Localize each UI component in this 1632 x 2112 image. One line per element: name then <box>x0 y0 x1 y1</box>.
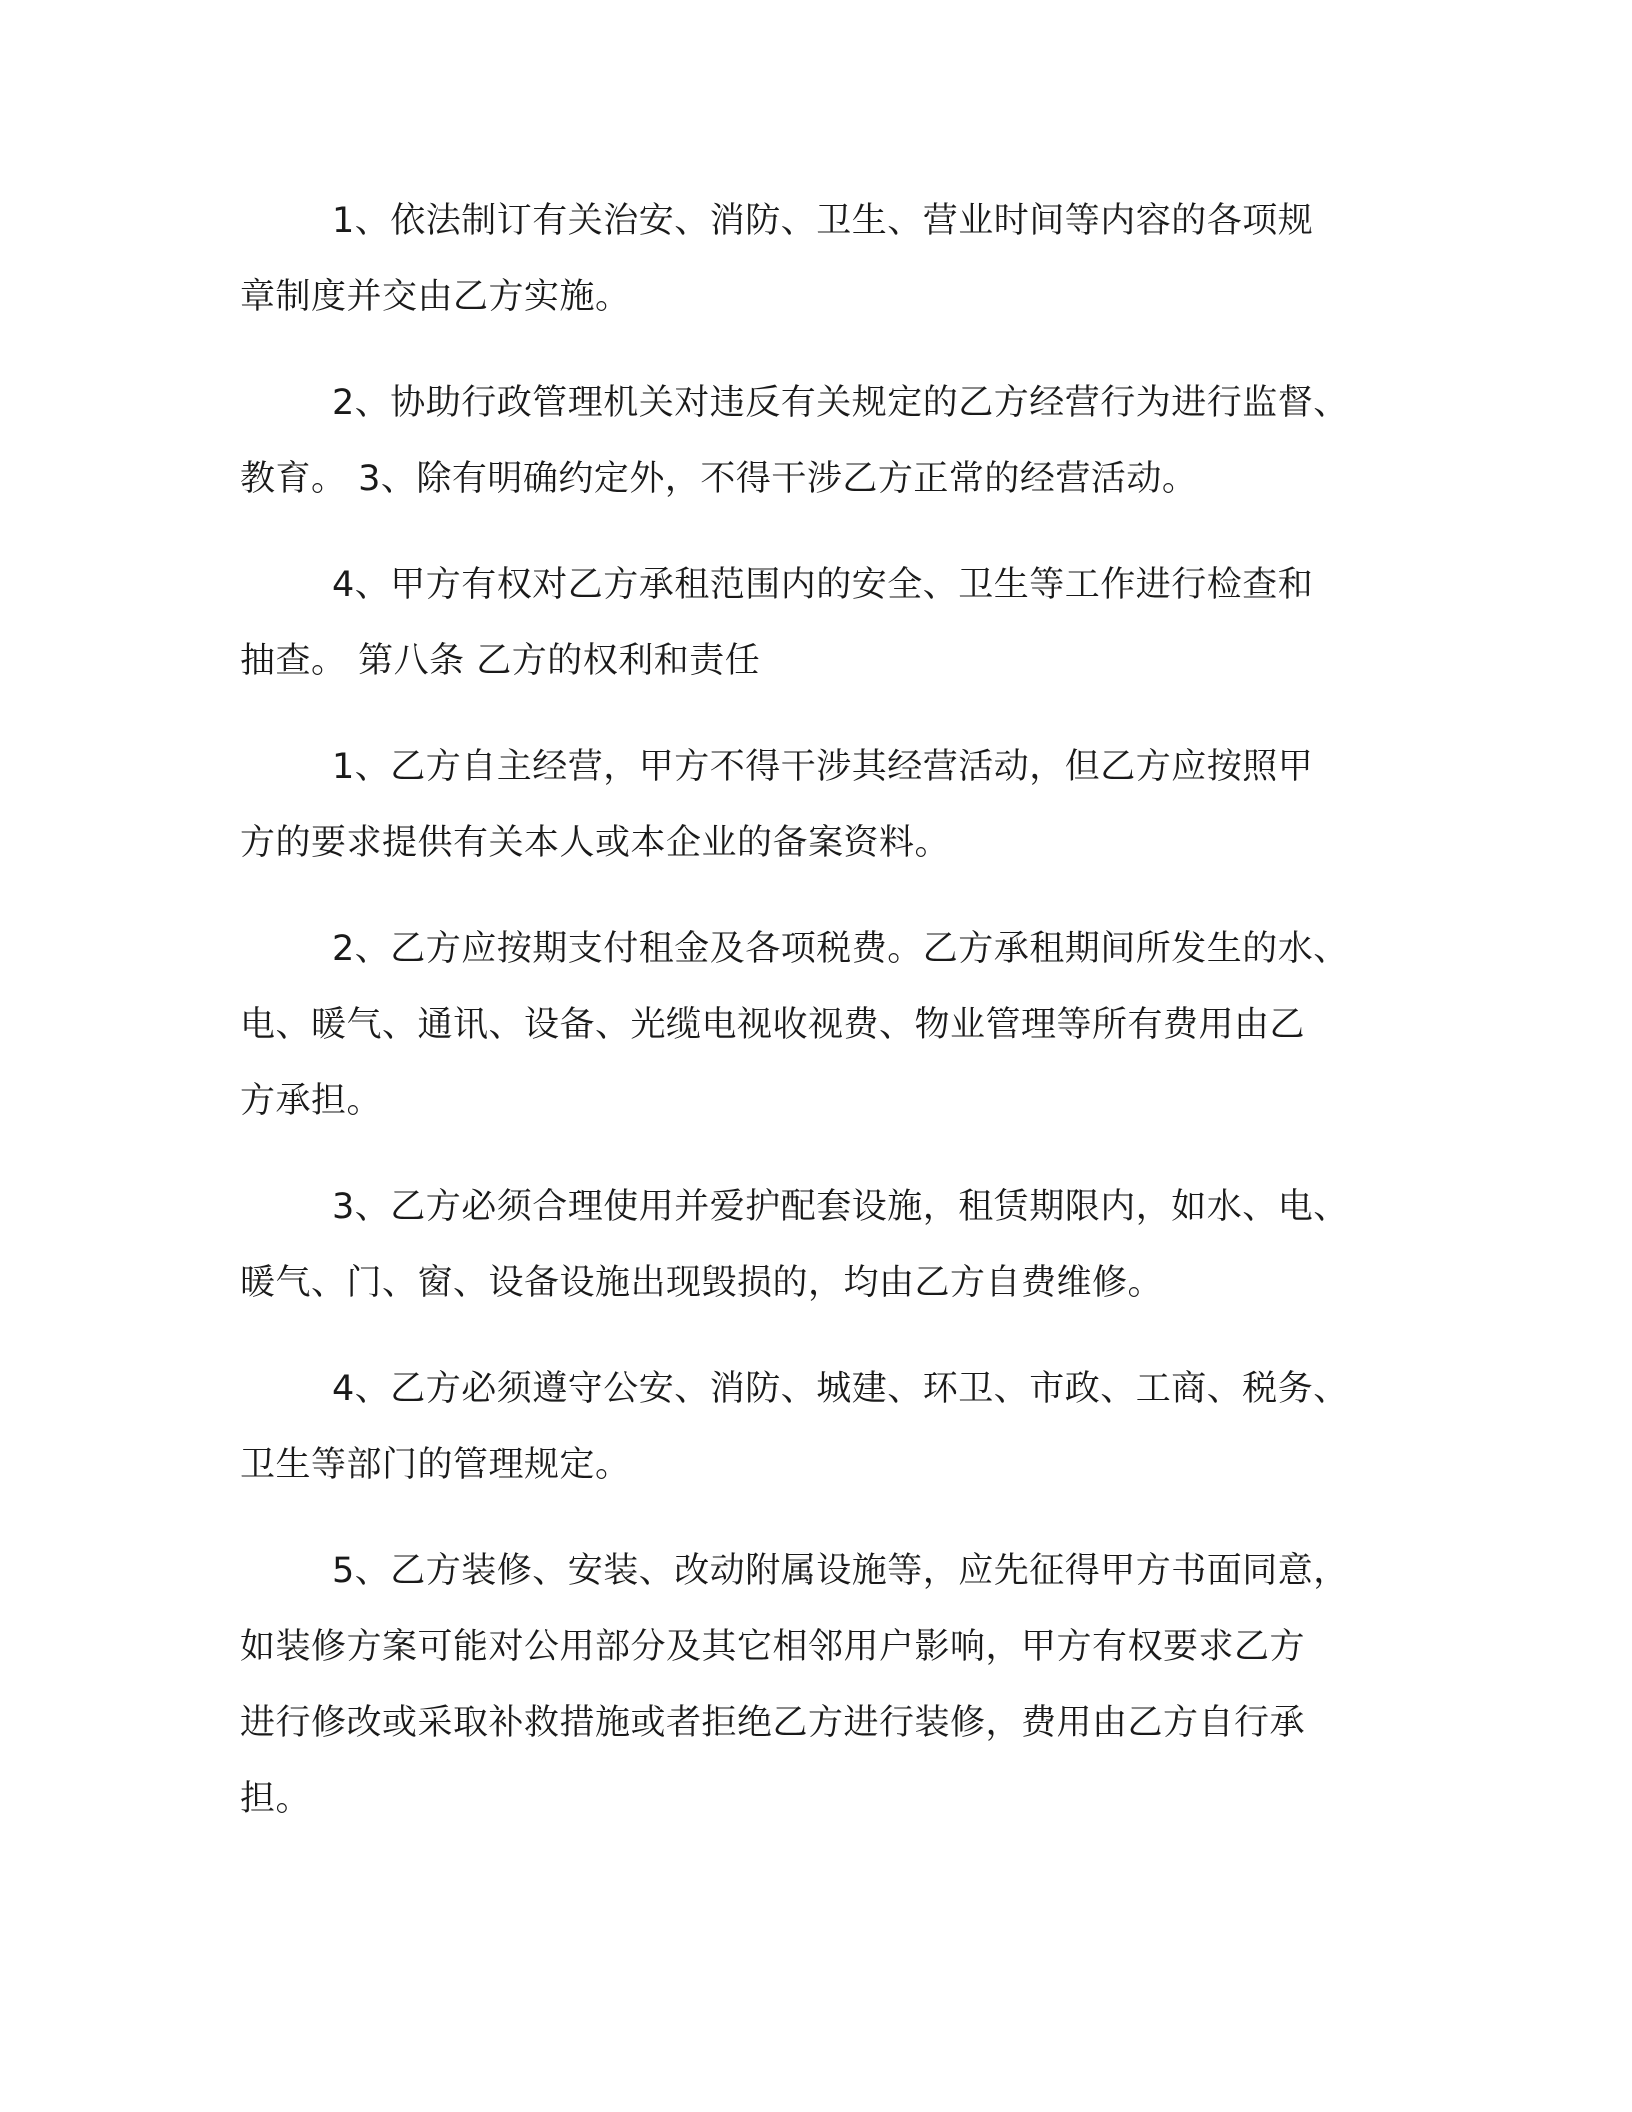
paragraph-line: 如装修方案可能对公用部分及其它相邻用户影响，甲方有权要求乙方 <box>240 1627 1306 1667</box>
paragraph-line: 4、乙方必须遵守公安、消防、城建、环卫、市政、工商、税务、 <box>332 1369 1349 1409</box>
paragraph-2 <box>240 365 1390 517</box>
paragraph-line: 2、协助行政管理机关对违反有关规定的乙方经营行为进行监督、 <box>332 383 1349 423</box>
paragraph-line: 3、乙方必须合理使用并爱护配套设施，租赁期限内，如水、电、 <box>332 1187 1349 1227</box>
paragraph-line: 方承担。 <box>240 1081 383 1121</box>
paragraph-3 <box>240 547 1390 699</box>
paragraph-line: 进行修改或采取补救措施或者拒绝乙方进行装修，费用由乙方自行承 <box>240 1703 1306 1743</box>
document-body <box>240 183 1390 1867</box>
paragraph-1 <box>240 183 1390 335</box>
paragraph-8 <box>240 1533 1390 1837</box>
paragraph-line: 担。 <box>240 1779 312 1819</box>
paragraph-line: 方的要求提供有关本人或本企业的备案资料。 <box>240 823 951 863</box>
paragraph-line: 章制度并交由乙方实施。 <box>240 277 631 317</box>
paragraph-6 <box>240 1169 1390 1321</box>
paragraph-line: 2、乙方应按期支付租金及各项税费。乙方承租期间所发生的水、 <box>332 929 1349 969</box>
paragraph-line: 4、甲方有权对乙方承租范围内的安全、卫生等工作进行检查和 <box>332 565 1314 605</box>
paragraph-line: 教育。 3、除有明确约定外，不得干涉乙方正常的经营活动。 <box>240 459 1198 499</box>
paragraph-7 <box>240 1351 1390 1503</box>
paragraph-line: 1、依法制订有关治安、消防、卫生、营业时间等内容的各项规 <box>332 201 1314 241</box>
paragraph-4 <box>240 729 1390 881</box>
paragraph-line: 1、乙方自主经营，甲方不得干涉其经营活动，但乙方应按照甲 <box>332 747 1314 787</box>
paragraph-line: 暖气、门、窗、设备设施出现毁损的，均由乙方自费维修。 <box>240 1263 1164 1303</box>
paragraph-5 <box>240 911 1390 1139</box>
paragraph-line: 抽查。 第八条 乙方的权利和责任 <box>240 641 761 681</box>
paragraph-line: 5、乙方装修、安装、改动附属设施等，应先征得甲方书面同意， <box>332 1551 1349 1591</box>
paragraph-line: 电、暖气、通讯、设备、光缆电视收视费、物业管理等所有费用由乙 <box>240 1005 1306 1045</box>
paragraph-line: 卫生等部门的管理规定。 <box>240 1445 631 1485</box>
